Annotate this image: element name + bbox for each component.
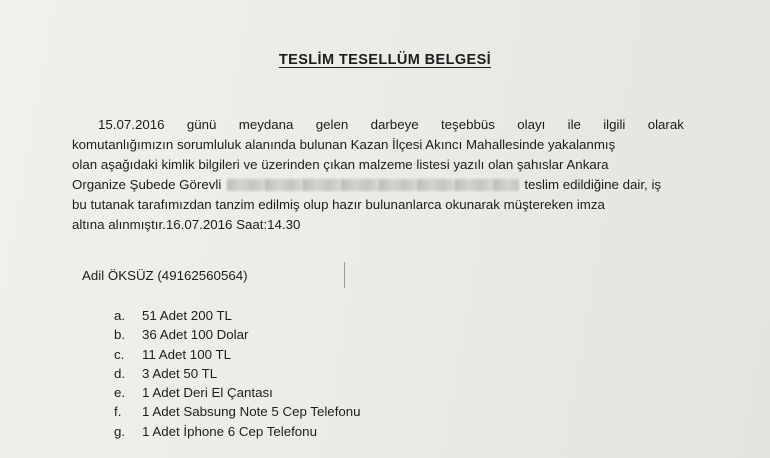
paragraph-word: gelen <box>315 117 349 132</box>
item-text: 1 Adet Sabsung Note 5 Cep Telefonu <box>142 404 361 420</box>
item-letter: c. <box>114 346 125 362</box>
paragraph-word: olayı <box>517 117 546 132</box>
paragraph-line-5: bu tutanak tarafımızdan tanzim edilmiş olup hazır bulunanlarca okunarak müştereken imza <box>72 197 605 212</box>
item-letter: g. <box>114 423 126 439</box>
paragraph-line-4-end: teslim edildiğine dair, iş <box>524 177 662 192</box>
list-item <box>114 345 361 364</box>
paragraph-word: günü <box>186 117 217 132</box>
paragraph-word: teşebbüs <box>440 117 495 132</box>
list-item <box>114 422 361 441</box>
paragraph-word: 15.07.2016 <box>98 117 165 132</box>
paragraph-line-6: altına alınmıştır.16.07.2016 Saat:14.30 <box>72 217 301 232</box>
paragraph-line-3: olan aşağıdaki kimlik bilgileri ve üzerinden çıkan malzeme listesi yazılı olan şahıslar Ankara <box>72 157 609 172</box>
pen-mark <box>344 262 345 288</box>
item-text: 1 Adet Deri El Çantası <box>142 385 273 401</box>
item-letter: f. <box>114 404 122 420</box>
list-item <box>114 402 361 421</box>
item-letter: b. <box>114 327 126 343</box>
item-letter: a. <box>114 308 126 323</box>
paragraph-word: ilgili <box>603 117 626 132</box>
paragraph-word: ile <box>567 117 581 132</box>
list-item <box>114 383 361 402</box>
item-text: 11 Adet 100 TL <box>142 346 231 362</box>
item-text: 3 Adet 50 TL <box>142 365 218 381</box>
paragraph-word: darbeye <box>370 117 419 132</box>
item-text: 36 Adet 100 Dolar <box>142 327 249 343</box>
list-item <box>114 325 361 344</box>
item-text: 51 Adet 200 TL <box>142 308 232 323</box>
item-text: 1 Adet İphone 6 Cep Telefonu <box>142 423 317 439</box>
list-item <box>114 364 361 383</box>
person-name-id: Adil ÖKSÜZ (49162560564) <box>82 268 248 283</box>
body-paragraph <box>72 115 684 235</box>
paragraph-line-4-start: Organize Şubede Görevli <box>72 177 222 192</box>
paragraph-line-1 <box>72 115 684 135</box>
paragraph-word: olarak <box>647 117 684 132</box>
paragraph-line-2: komutanlığımızın sorumluluk alanında bulunan Kazan İlçesi Akıncı Mahallesinde yakalanmış <box>72 137 616 152</box>
item-letter: d. <box>114 365 126 381</box>
document-title <box>0 52 770 68</box>
item-letter: e. <box>114 385 126 401</box>
redacted-name-block <box>227 179 519 191</box>
document-title-text: TESLİM TESELLÜM BELGESİ <box>278 52 492 68</box>
paragraph-line-4 <box>72 175 684 195</box>
paragraph-word: meydana <box>238 117 294 132</box>
item-list <box>114 306 361 441</box>
list-item <box>114 306 361 325</box>
